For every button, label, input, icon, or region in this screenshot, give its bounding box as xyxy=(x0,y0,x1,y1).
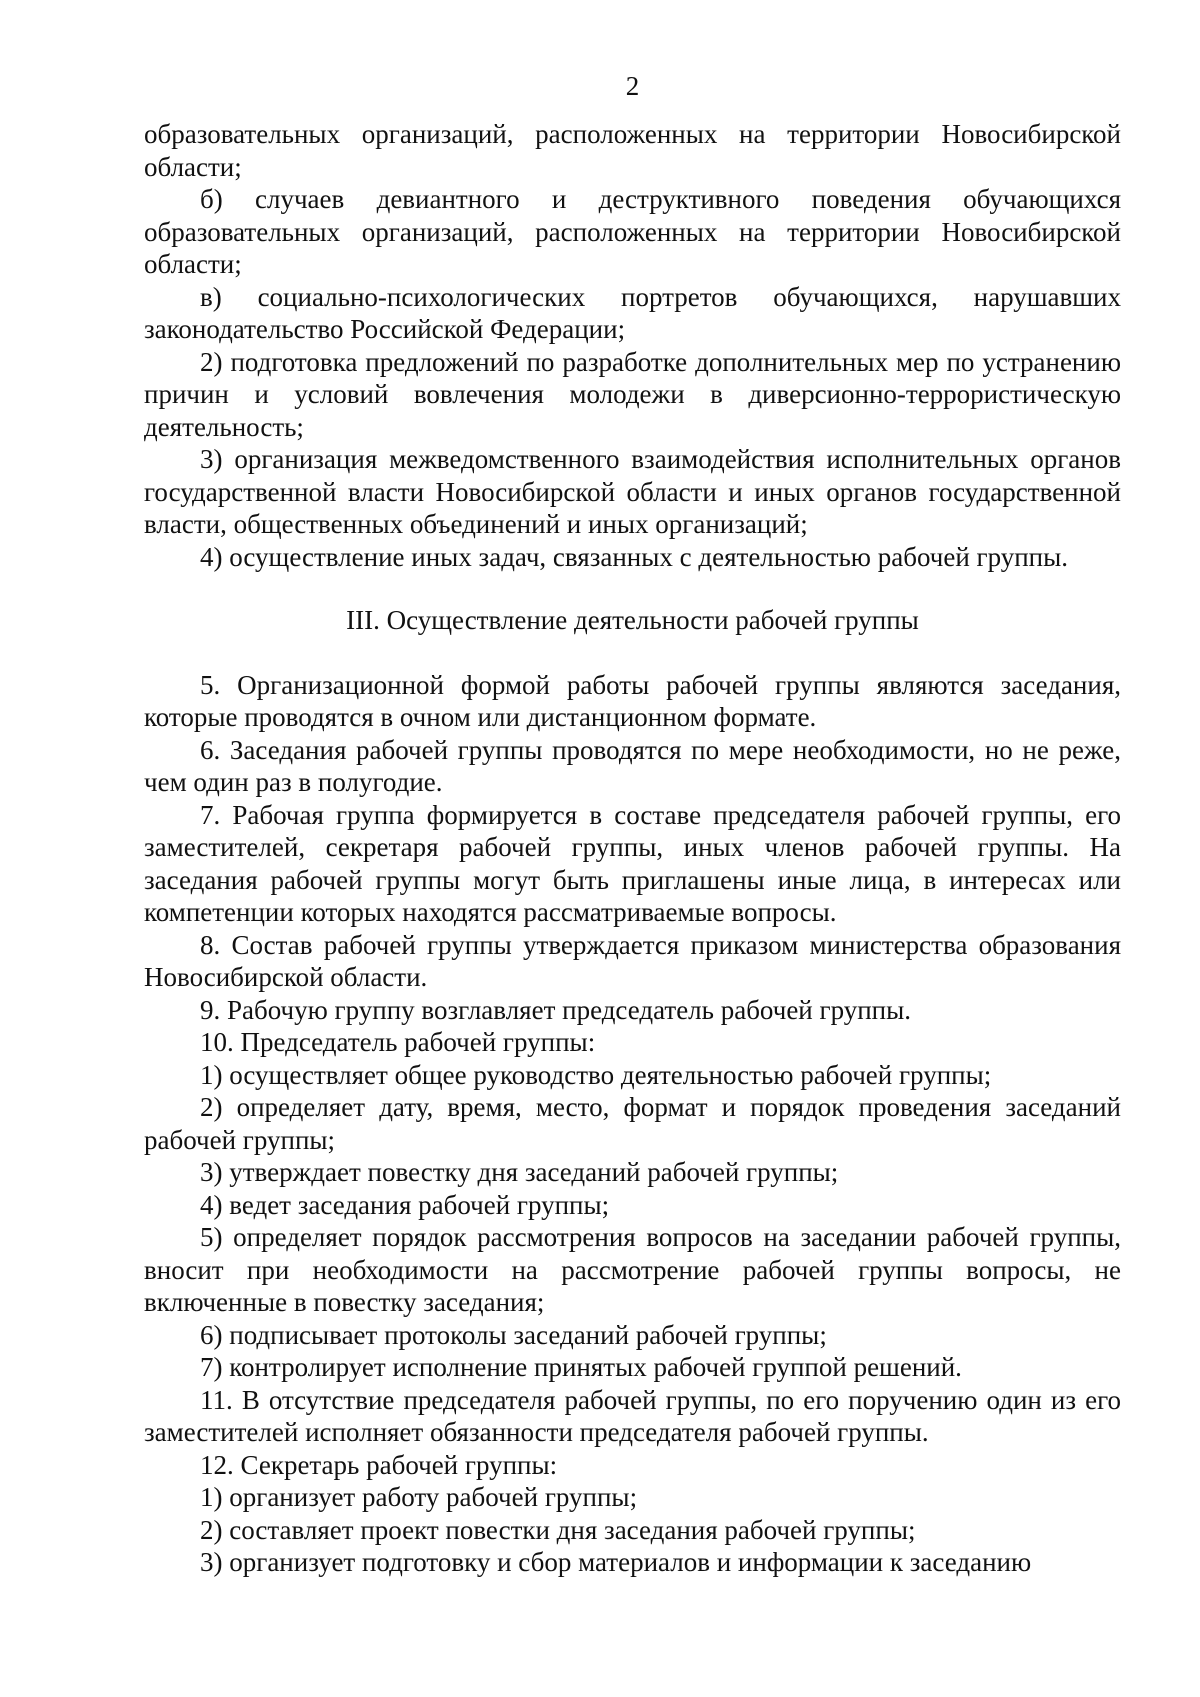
paragraph: 4) осуществление иных задач, связанных с деятельностью рабочей группы. xyxy=(200,541,1069,572)
document-page xyxy=(144,70,1121,1579)
paragraph: 7. Рабочая группа формируется в составе председателя рабочей группы, его заместителей, секретаря рабочей группы, иных членов рабочей группы. На заседания рабочей группы могут быть приглашены иные лица, в интересах или компетенции которых находятся рассматриваемые вопросы. xyxy=(144,799,1121,927)
paragraph: 3) организует подготовку и сбор материалов и информации к заседанию xyxy=(200,1547,1032,1577)
paragraph: в) социально-психологических портретов обучающихся, нарушавших законодательство Российской Федерации; xyxy=(144,281,1121,344)
paragraph: 1) осуществляет общее руководство деятельностью рабочей группы; xyxy=(200,1059,992,1090)
paragraph: 8. Состав рабочей группы утверждается приказом министерства образования Новосибирской области. xyxy=(144,929,1121,992)
section-heading: III. Осуществление деятельности рабочей группы xyxy=(346,605,919,635)
paragraph: 11. В отсутствие председателя рабочей группы, по его поручению один из его заместителей исполняет обязанности председателя рабочей группы. xyxy=(144,1384,1121,1447)
paragraph-continuation: образовательных организаций, расположенных на территории Новосибирской области; xyxy=(144,119,1121,182)
paragraph: 2) составляет проект повестки дня заседания рабочей группы; xyxy=(200,1514,916,1545)
paragraph: 3) утверждает повестку дня заседаний рабочей группы; xyxy=(200,1157,839,1187)
paragraph: 1) организует работу рабочей группы; xyxy=(200,1482,638,1512)
paragraph: 9. Рабочую группу возглавляет председатель рабочей группы. xyxy=(200,994,912,1025)
paragraph: 5. Организационной формой работы рабочей группы являются заседания, которые проводятся в очном или дистанционном формате. xyxy=(144,669,1121,732)
paragraph: 7) контролирует исполнение принятых рабочей группой решений. xyxy=(200,1352,962,1382)
paragraph: б) случаев девиантного и деструктивного поведения обучающихся образовательных организаций, расположенных на территории Новосибирской области; xyxy=(144,184,1121,279)
paragraph: 10. Председатель рабочей группы: xyxy=(200,1027,596,1057)
paragraph: 3) организация межведомственного взаимодействия исполнительных органов государственной власти Новосибирской области и иных органов государственной власти, общественных объединений и иных организаций; xyxy=(144,444,1121,539)
paragraph: 12. Секретарь рабочей группы: xyxy=(200,1449,558,1480)
paragraph: 5) определяет порядок рассмотрения вопросов на заседании рабочей группы, вносит при необходимости на рассмотрение рабочей группы вопросы, не включенные в повестку заседания; xyxy=(144,1222,1121,1317)
paragraph: 2) подготовка предложений по разработке дополнительных мер по устранению причин и условий вовлечения молодежи в диверсионно-террористическую деятельность; xyxy=(144,346,1121,442)
paragraph: 6) подписывает протоколы заседаний рабочей группы; xyxy=(200,1319,827,1350)
paragraph: 2) определяет дату, время, место, формат и порядок проведения заседаний рабочей группы; xyxy=(144,1092,1121,1155)
page-number: 2 xyxy=(625,71,640,101)
paragraph: 6. Заседания рабочей группы проводятся по мере необходимости, но не реже, чем один раз в полугодие. xyxy=(144,734,1121,797)
paragraph: 4) ведет заседания рабочей группы; xyxy=(200,1189,610,1220)
